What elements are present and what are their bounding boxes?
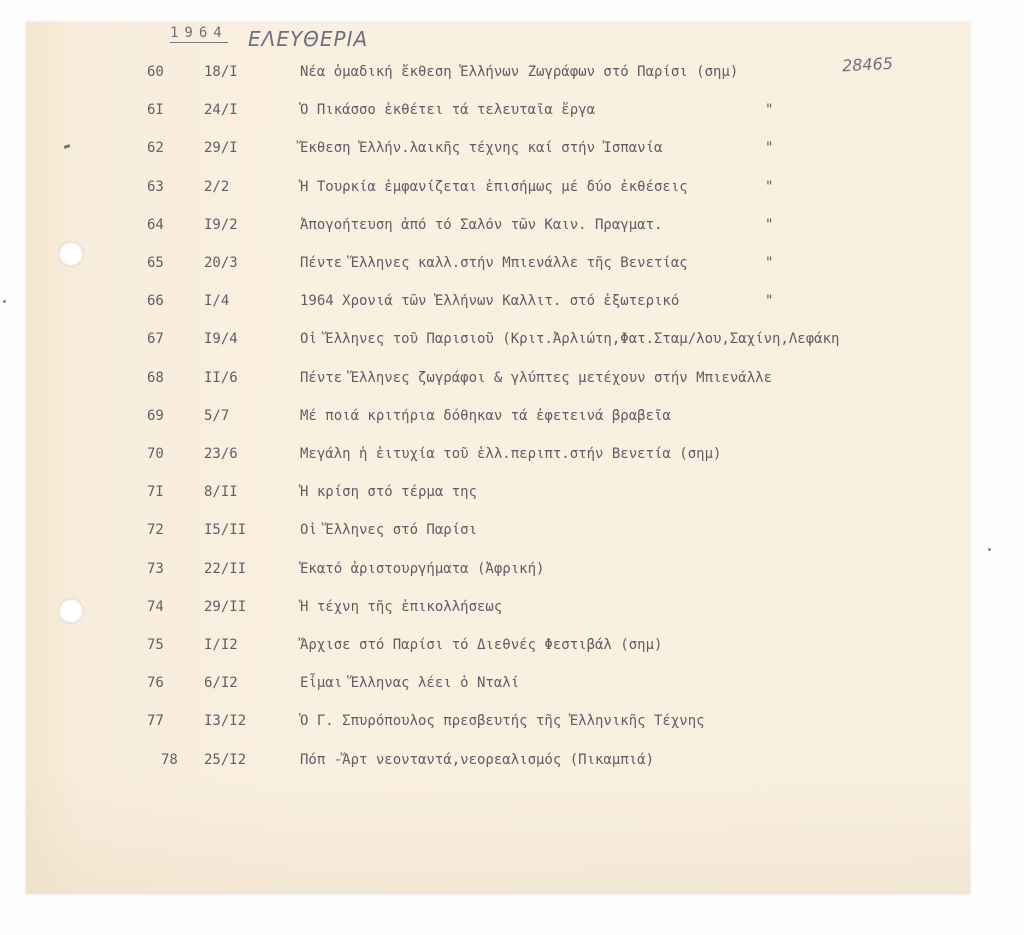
entry-date: I9/4 [204,331,238,347]
entry-title: Εἶμαι Ἕλληνας λέει ὁ Νταλί [300,675,520,691]
list-item [0,522,1000,544]
ditto-mark: " [765,102,774,118]
list-item [0,446,1000,468]
entry-number: 65 [147,255,164,271]
entry-date: I9/2 [204,217,238,233]
entry-number: 66 [147,293,164,309]
list-item [0,675,1000,697]
entry-title: Ἡ τέχνη τῆς ἐπικολλήσεως [300,599,503,615]
list-item [0,255,1000,277]
entry-title: Ἡ Τουρκία ἐμφανίζεται ἐπισήμως μέ δύο ἐκθέσεις [300,179,688,195]
entry-title: Ἡ κρίση στό τέρμα της [300,484,478,500]
entry-date: 6/I2 [204,675,238,691]
entry-number: 6I [147,102,164,118]
entry-date: I/I2 [204,637,238,653]
entry-number: 63 [147,179,164,195]
entry-date: I5/II [204,522,247,538]
list-item [0,599,1000,621]
list-item [0,752,1000,774]
entry-number: 78 [161,752,178,768]
list-item [0,408,1000,430]
entry-title: Ὁ Γ. Σπυρόπουλος πρεσβευτής τῆς Ἑλληνικῆς Τέχνης [300,713,705,729]
entry-title: Μέ ποιά κριτήρια δόθηκαν τά ἐφετεινά βραβεῖα [300,408,671,424]
entry-number: 72 [147,522,164,538]
entry-title: Μεγάλη ἡ ἐιτυχία τοῦ ἑλλ.περιπτ.στήν Βενετία (σημ) [300,446,722,462]
entry-date: I3/I2 [204,713,247,729]
list-item [0,484,1000,506]
ditto-mark: " [765,293,774,309]
entry-date: 22/II [204,561,247,577]
ditto-mark: " [765,217,774,233]
entry-title: Οἱ Ἕλληνες στό Παρίσι [300,522,478,538]
entry-title: Οἱ Ἕλληνες τοῦ Παρισιοῦ (Κριτ.Ἀρλιώτη,Φατ.Σταμ/λου,Σαχίνη,Λεφάκη [300,331,840,347]
entry-date: 5/7 [204,408,230,424]
list-item [0,561,1000,583]
entry-date: 25/I2 [204,752,247,768]
entry-number: 62 [147,140,164,156]
entry-date: 29/II [204,599,247,615]
list-item [0,64,1000,86]
paper-speck [988,548,991,551]
entry-date: 29/I [204,140,238,156]
entry-title: Ἄρχισε στό Παρίσι τό Διεθνές Φεστιβάλ (σημ) [300,637,663,653]
entry-title: Νέα ὁμαδική ἔκθεση Ἑλλήνων Ζωγράφων στό Παρίσι (σημ) [300,64,739,80]
entry-date: II/6 [204,370,238,386]
entry-date: 8/II [204,484,238,500]
ditto-mark: " [765,255,774,271]
entry-date: 18/I [204,64,238,80]
reference-number: 28465 [841,53,894,76]
entry-number: 64 [147,217,164,233]
year-heading: 1964 [170,25,228,41]
entry-number: 77 [147,713,164,729]
list-item [0,370,1000,392]
list-item [0,637,1000,659]
entry-date: 23/6 [204,446,238,462]
list-item [0,713,1000,735]
list-item [0,102,1000,124]
entry-number: 70 [147,446,164,462]
entry-title: Ἀπογοήτευση ἀπό τό Σαλόν τῶν Καιν. Πραγματ. [300,217,663,233]
list-item [0,293,1000,315]
entry-title: Πέντε Ἕλληνες ζωγράφοι & γλύπτες μετέχουν στήν Μπιενάλλε [300,370,773,386]
list-item [0,179,1000,201]
entry-title: Ἑκατό ἀριστουργήματα (Ἀφρική) [300,561,545,577]
list-item [0,140,1000,162]
list-item [0,331,1000,353]
entry-number: 60 [147,64,164,80]
entry-title: 1964 Χρονιά τῶν Ἑλλήνων Καλλιτ. στό ἐξωτερικό [300,293,680,309]
entry-date: I/4 [204,293,230,309]
entry-title: Ἔκθεση Ἑλλήν.λαικῆς τέχνης καί στήν Ἰσπανία [300,140,663,156]
entry-number: 67 [147,331,164,347]
entry-title: Πέντε Ἕλληνες καλλ.στήν Μπιενάλλε τῆς Βενετίας [300,255,688,271]
ditto-mark: " [765,179,774,195]
entry-title: Ὁ Πικάσσο ἐκθέτει τά τελευταῖα ἔργα [300,102,596,118]
entry-number: 73 [147,561,164,577]
entry-date: 20/3 [204,255,238,271]
entry-title: Πόπ -Ἄρτ νεονταντά,νεορεαλισμός (Πικαμπιά) [300,752,655,768]
entry-number: 68 [147,370,164,386]
newspaper-name: ΕΛΕΥΘΕΡΙΑ [248,27,369,51]
entry-number: 7I [147,484,164,500]
entry-number: 74 [147,599,164,615]
entry-date: 24/I [204,102,238,118]
ditto-mark: " [765,140,774,156]
list-item [0,217,1000,239]
entry-number: 69 [147,408,164,424]
entry-date: 2/2 [204,179,230,195]
entry-number: 76 [147,675,164,691]
entry-number: 75 [147,637,164,653]
